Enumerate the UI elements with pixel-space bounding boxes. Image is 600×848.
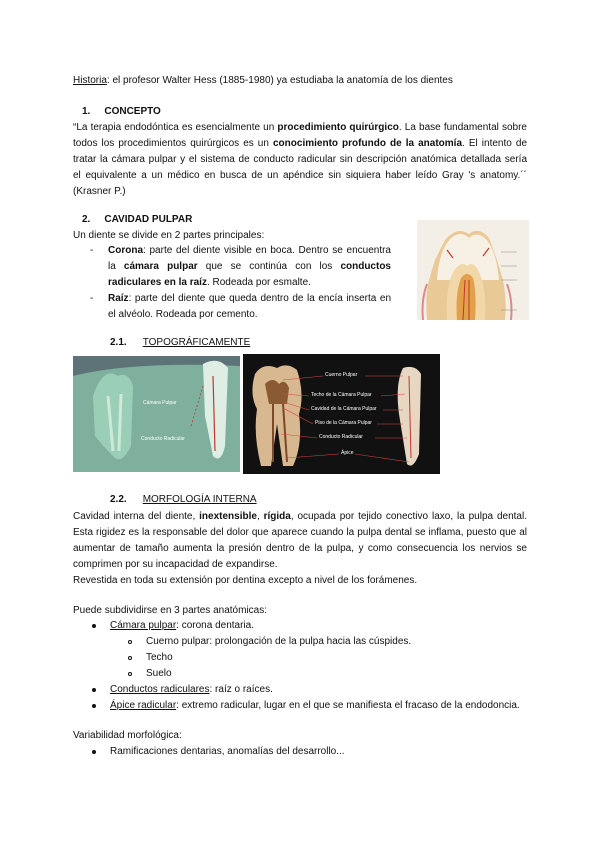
- apice-text: : extremo radicular, lugar en el que se manifiesta el fracaso de la endodoncia.: [176, 700, 520, 711]
- slide-photo-right: [243, 354, 440, 474]
- morfo-text: , ocupada por tejido conectivo laxo, la pulpa dental.: [290, 511, 527, 522]
- historia-label: Historia: [73, 75, 107, 86]
- sub-item: Cuerno pulpar: prolongación de la pulpa hacia las cúspides.: [146, 636, 412, 647]
- concepto-citation: (Krasner P.): [73, 186, 126, 197]
- cavidad-number: 2.: [82, 214, 91, 225]
- morfo-text: Cavidad interna del diente,: [73, 511, 200, 522]
- molar-label: Conducto Radicular: [319, 434, 363, 440]
- conductos-item: [110, 683, 273, 696]
- concepto-text: . El intento de: [462, 138, 528, 149]
- concepto-text: todos los procedimientos quirúrgicos es un: [73, 138, 273, 149]
- topo-heading: [110, 337, 250, 348]
- bullet-circle: [128, 656, 132, 660]
- bullet-circle: [128, 640, 132, 644]
- conductos-text: : raíz o raíces.: [209, 684, 273, 695]
- sub-item: Suelo: [146, 668, 172, 679]
- bullet-dot: [92, 750, 96, 754]
- dash-bullet: -: [90, 293, 94, 304]
- corona-text: : parte del diente visible en boca. Dentro se encuentra: [143, 245, 391, 256]
- morfo-text: ,: [256, 511, 264, 522]
- tooth-anatomy-diagram: [417, 220, 529, 320]
- corona-text: . Rodeada por esmalte.: [206, 277, 311, 288]
- variabilidad-item: Ramificaciones dentarias, anomalías del desarrollo...: [110, 746, 345, 757]
- morfo-bold: inextensible: [199, 511, 257, 522]
- concepto-text: tratar la cámara pulpar y el sistema de conducto radicular sin descripción anatómica detallada sería: [73, 154, 527, 165]
- slide-photo-left: [73, 356, 240, 472]
- bullet-dot: [92, 624, 96, 628]
- morfo-bold: rígida: [263, 511, 291, 522]
- raiz-text: el alvéolo. Rodeada por cemento.: [108, 309, 258, 320]
- corona-text: la: [108, 261, 124, 272]
- morfo-heading: [110, 494, 257, 505]
- morfo-text: Esta rigidez es la responsable del dolor que aparece cuando la pulpa dental se inflama, puesto que al: [73, 527, 527, 538]
- concepto-text: el equivalente a un médico en busca de un apéndice sin siquiera haber leído Gray 's anatomy.´´: [73, 170, 527, 181]
- variabilidad-intro: Variabilidad morfológica:: [73, 730, 182, 741]
- concepto-text: . La base fundamental sobre: [398, 122, 527, 133]
- cavidad-intro: Un diente se divide en 2 partes principales:: [73, 230, 265, 241]
- corona-bold: conductos: [340, 261, 391, 272]
- topo-title: TOPOGRÁFICAMENTE: [142, 337, 251, 348]
- concepto-paragraph: [73, 120, 527, 200]
- topo-number: 2.1.: [110, 337, 127, 348]
- concepto-text: “La terapia endodóntica es esencialmente un: [73, 122, 278, 133]
- raiz-paragraph: [108, 291, 391, 323]
- morfo-paragraph: [73, 509, 527, 589]
- corona-paragraph: [108, 243, 391, 291]
- bullet-dot: [92, 704, 96, 708]
- corona-label: Corona: [108, 245, 143, 256]
- conductos-label: Conductos radiculares: [110, 684, 210, 695]
- camara-label: Cámara pulpar: [110, 620, 177, 631]
- morfo-text: comprimen por su incapacidad de expandirse.: [73, 559, 278, 570]
- corona-bold: cámara pulpar: [123, 261, 198, 272]
- raiz-label: Raíz: [108, 293, 129, 304]
- bullet-circle: [128, 672, 132, 676]
- concepto-number: 1.: [82, 106, 91, 117]
- molar-label: Ápice: [341, 450, 354, 456]
- historia-line: [73, 74, 453, 87]
- morfo-text: Revestida en toda su extensión por dentina excepto a nivel de los forámenes.: [73, 575, 418, 586]
- cavidad-title: CAVIDAD PULPAR: [104, 214, 193, 225]
- dash-bullet: -: [90, 245, 94, 256]
- sub-item: Techo: [146, 652, 173, 663]
- slide-label: Conducto Radicular: [141, 436, 185, 442]
- apice-item: [110, 699, 520, 712]
- raiz-text: : parte del diente que queda dentro de la encía inserta en: [128, 293, 391, 304]
- apice-label: Ápice radicular: [110, 700, 177, 711]
- slide-label: Cámara Pulpar: [143, 400, 177, 406]
- molar-label: Cavidad de la Cámara Pulpar: [311, 406, 377, 412]
- molar-label: Cuerno Pulpar: [325, 372, 358, 378]
- corona-text: que se continúa con los: [197, 261, 341, 272]
- morfo-text: aumentar de tamaño aumenta la presión dentro de la pulpa, y como consecuencia los nervios se: [73, 543, 527, 554]
- molar-label: Piso de la Cámara Pulpar: [315, 420, 372, 426]
- historia-text: : el profesor Walter Hess (1885-1980) ya estudiaba la anatomía de los dientes: [106, 75, 453, 86]
- molar-label: Techo de la Cámara Pulpar: [311, 392, 372, 398]
- camara-text: : corona dentaria.: [176, 620, 254, 631]
- corona-bold: radiculares en la raíz: [108, 277, 207, 288]
- morfo-title: MORFOLOGÍA INTERNA: [142, 494, 257, 505]
- subdiv-intro: Puede subdividirse en 3 partes anatómicas:: [73, 605, 268, 616]
- concepto-bold: conocimiento profundo de la anatomía: [273, 138, 463, 149]
- camara-item: [110, 619, 254, 632]
- cavidad-heading: [82, 214, 192, 225]
- concepto-heading: [82, 106, 161, 117]
- concepto-title: CONCEPTO: [104, 106, 161, 117]
- bullet-dot: [92, 688, 96, 692]
- concepto-bold: procedimiento quirúrgico: [277, 122, 399, 133]
- morfo-number: 2.2.: [110, 494, 127, 505]
